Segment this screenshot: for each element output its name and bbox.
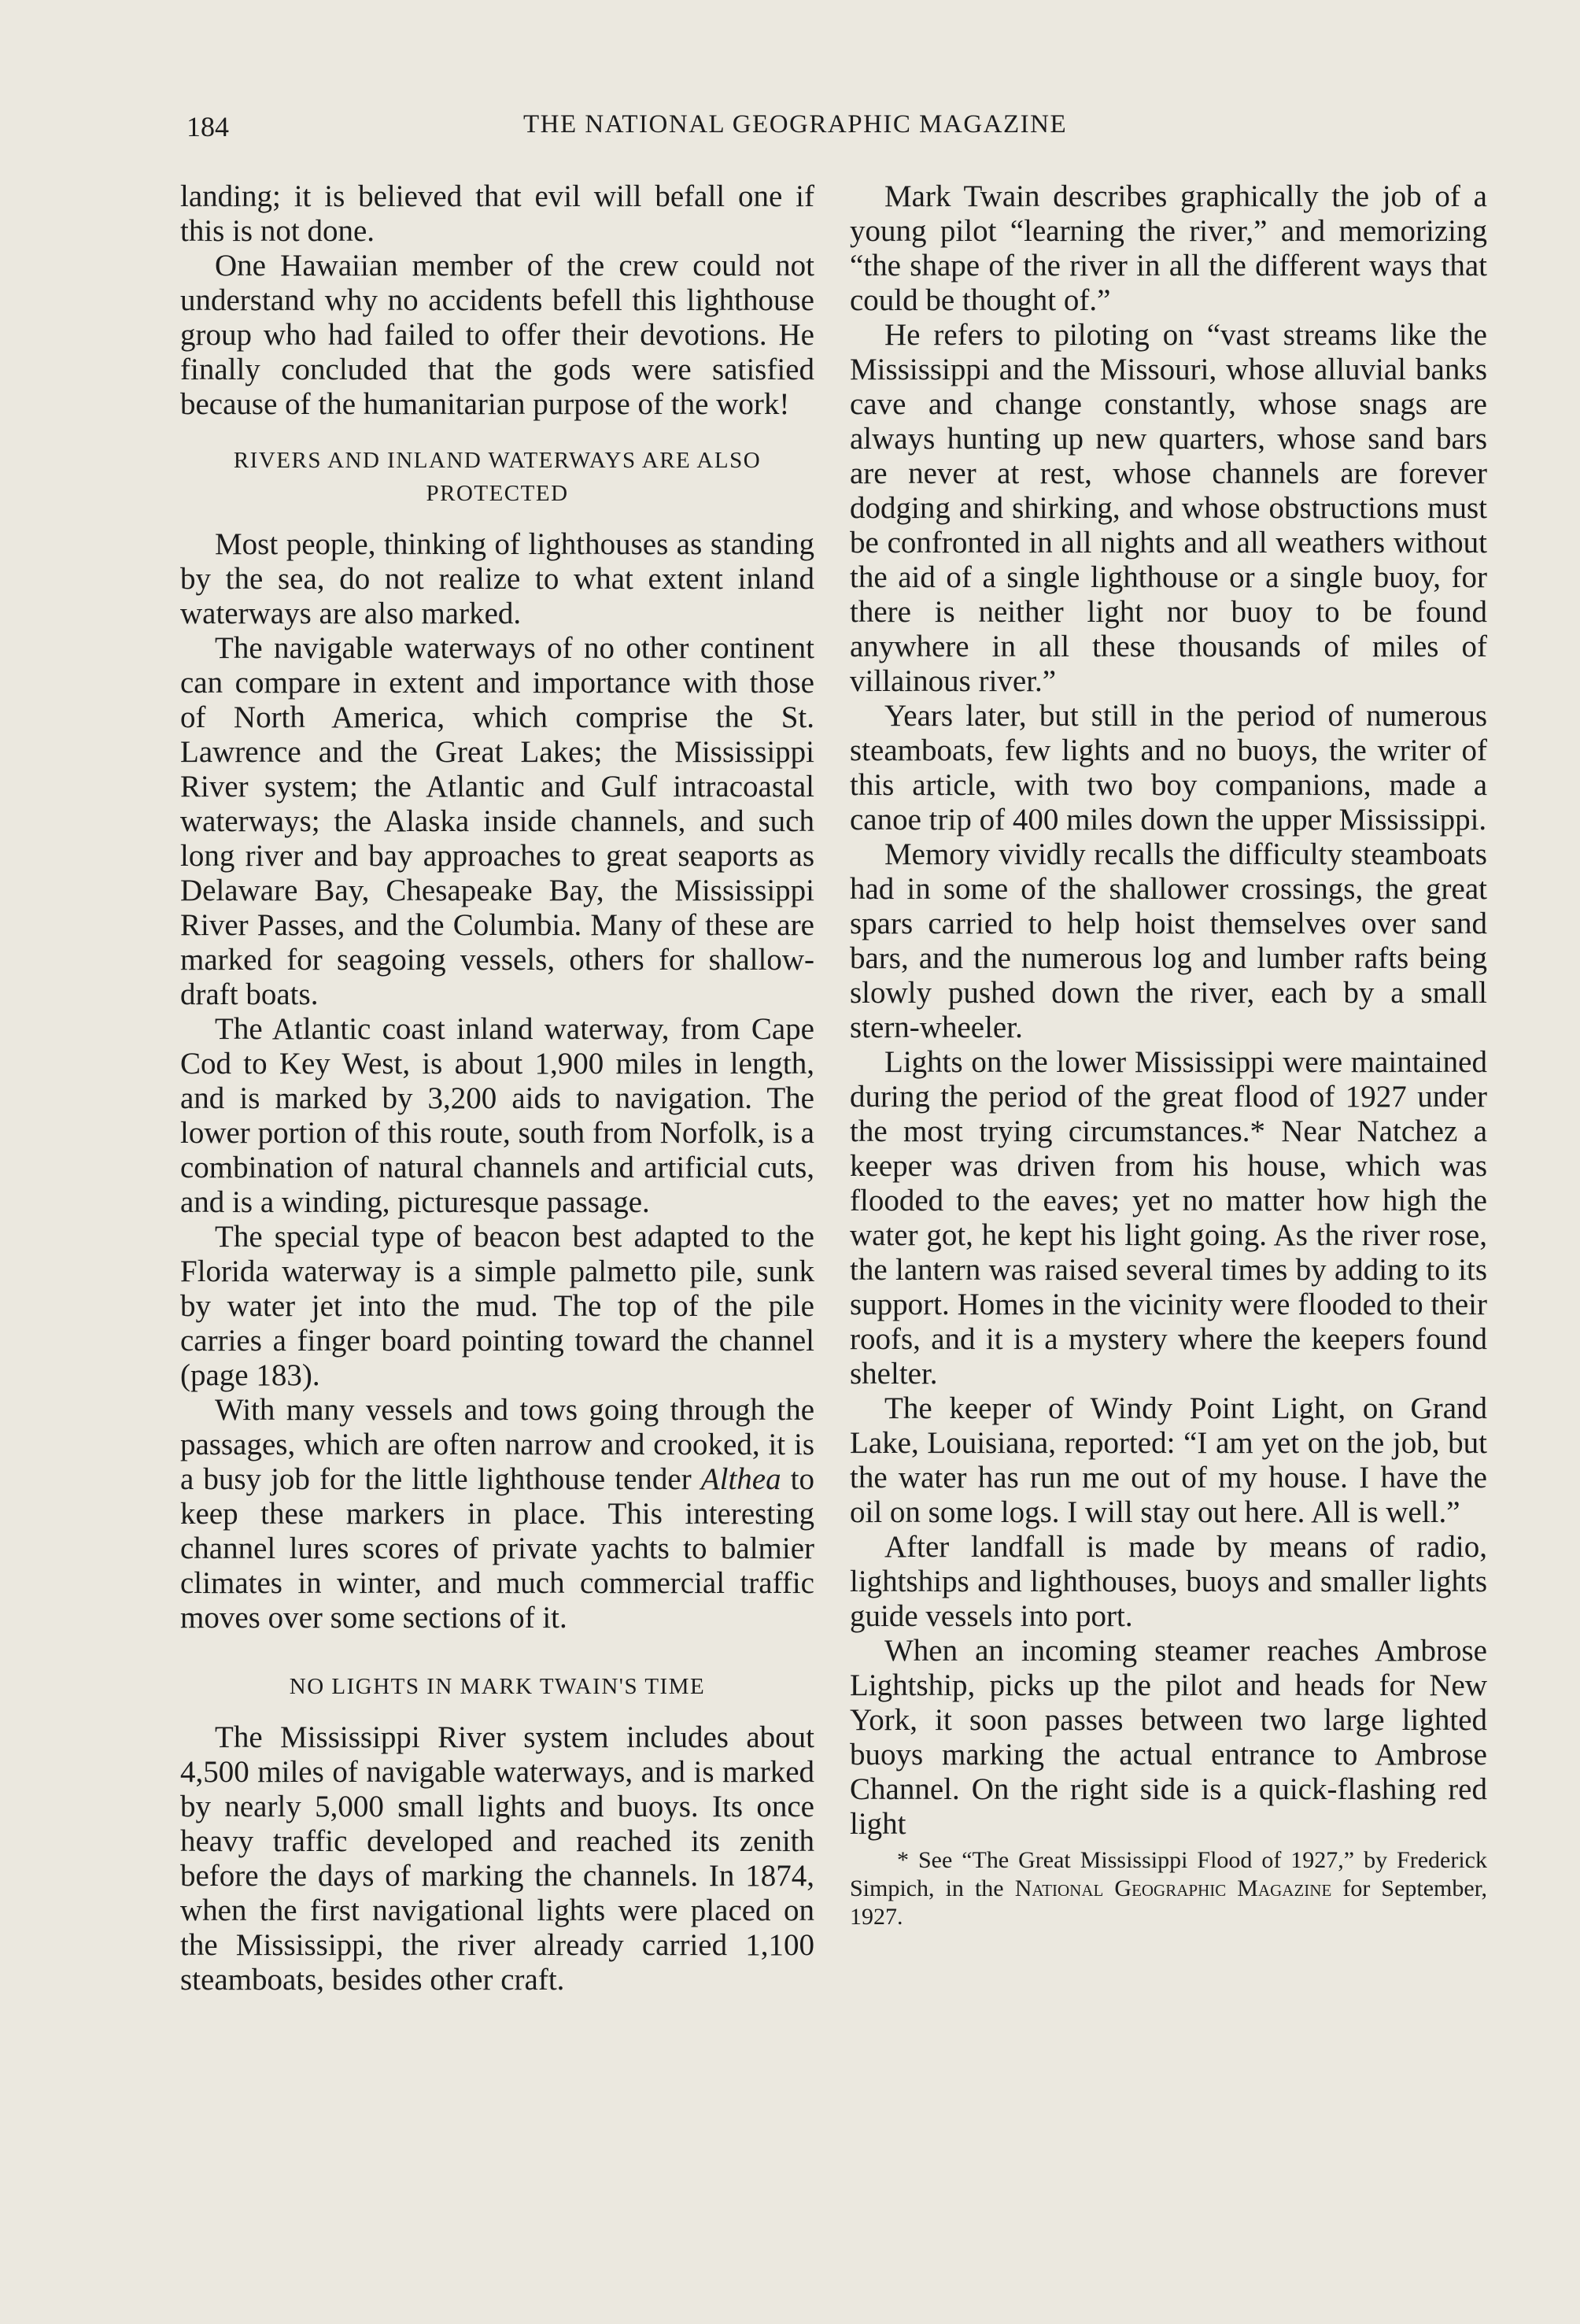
paragraph: landing; it is believed that evil will befall one if this is not done.	[180, 179, 814, 248]
paragraph: Most people, thinking of lighthouses as standing by the sea, do not realize to what extent inland waterways are also marked.	[180, 527, 814, 630]
paragraph: The Atlantic coast inland waterway, from Cape Cod to Key West, is about 1,900 miles in length, and is marked by 3,200 aids to navigation. The lower portion of this route, south from Norfolk, is a combination of natural channels and artificial cuts, and is a winding, picturesque passage.	[180, 1012, 814, 1219]
right-column	[850, 179, 1487, 1931]
footnote-text: * See “The Great Mississippi Flood of 1927,” by Frederick Simpich, in the	[850, 1847, 1487, 1901]
paragraph: The Mississippi River system includes about 4,500 miles of navigable waterways, and is marked by nearly 5,000 small lights and buoys. Its once heavy traffic developed and reached its zenith before the days of marking the channels. In 1874, when the first navigational lights were placed on the Mississippi, the river already carried 1,100 steamboats, besides other craft.	[180, 1720, 814, 1997]
paragraph: When an incoming steamer reaches Ambrose Lightship, picks up the pilot and heads for New York, it soon passes between two large lighted buoys marking the actual entrance to Ambrose Channel. On the right side is a quick-flashing red light	[850, 1634, 1487, 1841]
section-heading: NO LIGHTS IN MARK TWAIN'S TIME	[289, 1674, 706, 1699]
page-number: 184	[186, 111, 229, 142]
magazine-name: National Geographic Magazine	[1014, 1875, 1332, 1901]
paragraph: The navigable waterways of no other continent can compare in extent and importance with those of North America, which comprise the St. Lawrence and the Great Lakes; the Mississippi River system; the Atlantic and Gulf intracoastal waterways; the Alaska inside channels, and such long river and bay approaches to great seaports as Delaware Bay, Chesapeake Bay, the Mississippi River Passes, and the Columbia. Many of these are marked for seagoing vessels, others for shallow-draft boats.	[180, 631, 814, 1011]
paragraph: Memory vividly recalls the difficulty steamboats had in some of the shallower crossings, the great spars carried to help hoist themselves over sand bars, and the numerous log and lumber rafts being slowly pushed down the river, each by a small stern-wheeler.	[850, 837, 1487, 1044]
paragraph	[180, 1393, 814, 1635]
left-column	[180, 179, 814, 1997]
paragraph: The keeper of Windy Point Light, on Grand Lake, Louisiana, reported: “I am yet on the job, but the water has run me out of my house. I have the oil on some logs. I will stay out here. All is well.”	[850, 1391, 1487, 1529]
paragraph-text: to keep these markers in place. This interesting channel lures scores of private yachts to balmier climates in winter, and much commercial traffic moves over some sections of it.	[180, 1462, 814, 1635]
paragraph: Lights on the lower Mississippi were maintained during the period of the great flood of 1927 under the most trying circumstances.* Near Natchez a keeper was driven from his house, which was flooded to the eaves; yet no matter how high the water got, he kept his light going. As the river rose, the lantern was raised several times by adding to its support. Homes in the vicinity were flooded to their roofs, and it is a mystery where the keepers found shelter.	[850, 1045, 1487, 1391]
section-heading: RIVERS AND INLAND WATERWAYS ARE ALSO PROTECTED	[233, 448, 762, 506]
paragraph: Years later, but still in the period of numerous steamboats, few lights and no buoys, the writer of this article, with two boy companions, made a canoe trip of 400 miles down the upper Mississippi.	[850, 699, 1487, 837]
footnote	[850, 1846, 1487, 1931]
vessel-name: Althea	[700, 1462, 781, 1496]
paragraph-text: With many vessels and tows going through the passages, which are often narrow and crooked, it is a busy job for the little lighthouse tender	[180, 1393, 814, 1496]
footnote-text: for September, 1927.	[850, 1875, 1487, 1930]
paragraph: He refers to piloting on “vast streams like the Mississippi and the Missouri, whose alluvial banks cave and change constantly, whose snags are always hunting up new quarters, whose sand bars are never at rest, whose channels are forever dodging and shirking, and whose obstructions must be confronted in all nights and all weathers without the aid of a single lighthouse or a single buoy, for there is neither light nor buoy to be found anywhere in all these thousands of miles of villainous river.”	[850, 318, 1487, 698]
paragraph: After landfall is made by means of radio, lightships and lighthouses, buoys and smaller lights guide vessels into port.	[850, 1530, 1487, 1633]
paragraph: The special type of beacon best adapted to the Florida waterway is a simple palmetto pile, sunk by water jet into the mud. The top of the pile carries a finger board pointing toward the channel (page 183).	[180, 1220, 814, 1392]
paragraph: One Hawaiian member of the crew could not understand why no accidents befell this lighthouse group who had failed to offer their devotions. He finally concluded that the gods were satisfied because of the humanitarian purpose of the work!	[180, 249, 814, 421]
paragraph: Mark Twain describes graphically the job of a young pilot “learning the river,” and memorizing “the shape of the river in all the different ways that could be thought of.”	[850, 179, 1487, 317]
running-head: THE NATIONAL GEOGRAPHIC MAGAZINE	[523, 110, 1068, 139]
